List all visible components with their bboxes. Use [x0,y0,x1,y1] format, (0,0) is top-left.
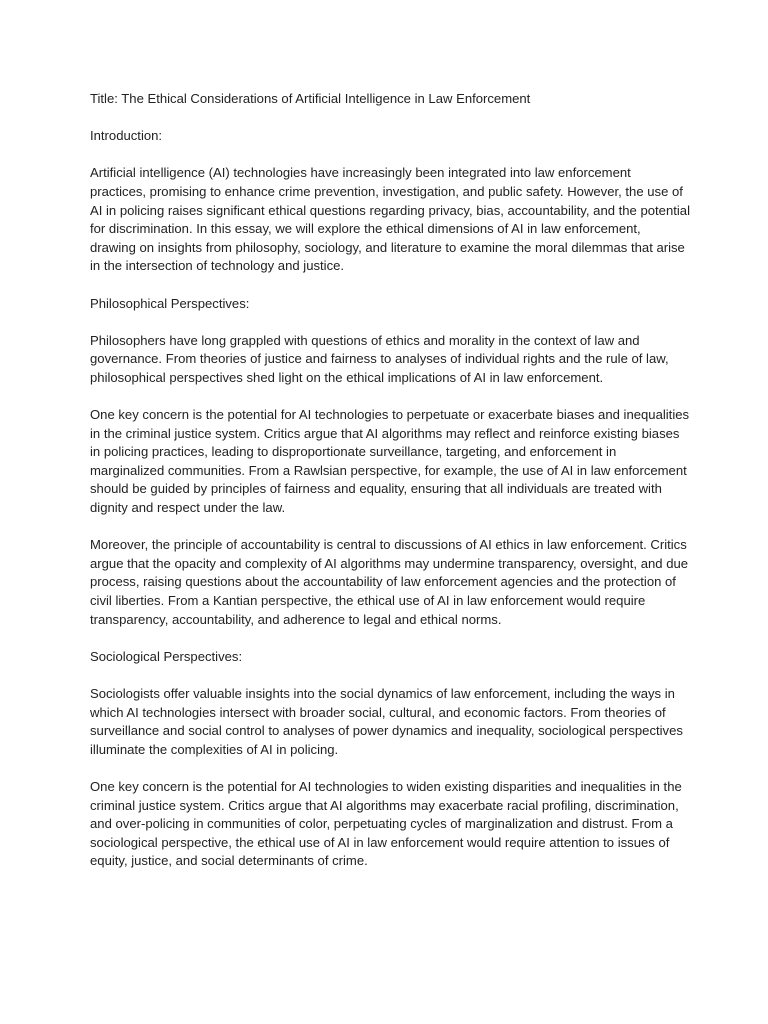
sociological-paragraph-1: Sociologists offer valuable insights into the social dynamics of law enforcement, including the ways in which AI technologies intersect with broader social, cultural, and economic factors. From theories of surveillance and social control to analyses of power dynamics and inequality, sociological perspectives illuminate the complexities of AI in policing. [90,686,683,757]
document-title: Title: The Ethical Considerations of Artificial Intelligence in Law Enforcement [90,91,531,106]
introduction-heading: Introduction: [90,128,163,144]
philosophical-heading: Philosophical Perspectives: [90,295,250,311]
sociological-paragraph-2: One key concern is the potential for AI technologies to widen existing disparities and inequalities in the criminal justice system. Critics argue that AI algorithms may exacerbate racial profiling, discrimination, and over-policing in communities of color, perpetuating cycles of marginalization and distrust. From a sociological perspective, the ethical use of AI in law enforcement would require attention to issues of equity, justice, and social determinants of crime. [90,778,682,869]
document-page [90,90,690,890]
philosophical-paragraph-2: One key concern is the potential for AI technologies to perpetuate or exacerbate biases and inequalities in the criminal justice system. Critics argue that AI algorithms may reflect and reinforce existing biases in policing practices, leading to disproportionate surveillance, targeting, and enforcement in marginalized communities. From a Rawlsian perspective, for example, the use of AI in law enforcement should be guided by principles of fairness and equality, ensuring that all individuals are treated with dignity and respect under the law. [90,407,690,516]
introduction-paragraph: Artificial intelligence (AI) technologies have increasingly been integrated into law enforcement practices, promising to enhance crime prevention, investigation, and public safety. However, the use of AI in policing raises significant ethical questions regarding privacy, bias, accountability, and the potential for discrimination. In this essay, we will explore the ethical dimensions of AI in law enforcement, drawing on insights from philosophy, sociology, and literature to examine the moral dilemmas that arise in the intersection of technology and justice. [90,165,690,274]
philosophical-paragraph-1: Philosophers have long grappled with questions of ethics and morality in the context of law and governance. From theories of justice and fairness to analyses of individual rights and the rule of law, philosophical perspectives shed light on the ethical implications of AI in law enforcement. [90,332,669,385]
sociological-heading: Sociological Perspectives: [90,648,243,664]
philosophical-paragraph-3: Moreover, the principle of accountability is central to discussions of AI ethics in law enforcement. Critics argue that the opacity and complexity of AI algorithms may undermine transparency, oversight, and due process, raising questions about the accountability of law enforcement agencies and the protection of civil liberties. From a Kantian perspective, the ethical use of AI in law enforcement would require transparency, accountability, and adherence to legal and ethical norms. [90,537,689,627]
